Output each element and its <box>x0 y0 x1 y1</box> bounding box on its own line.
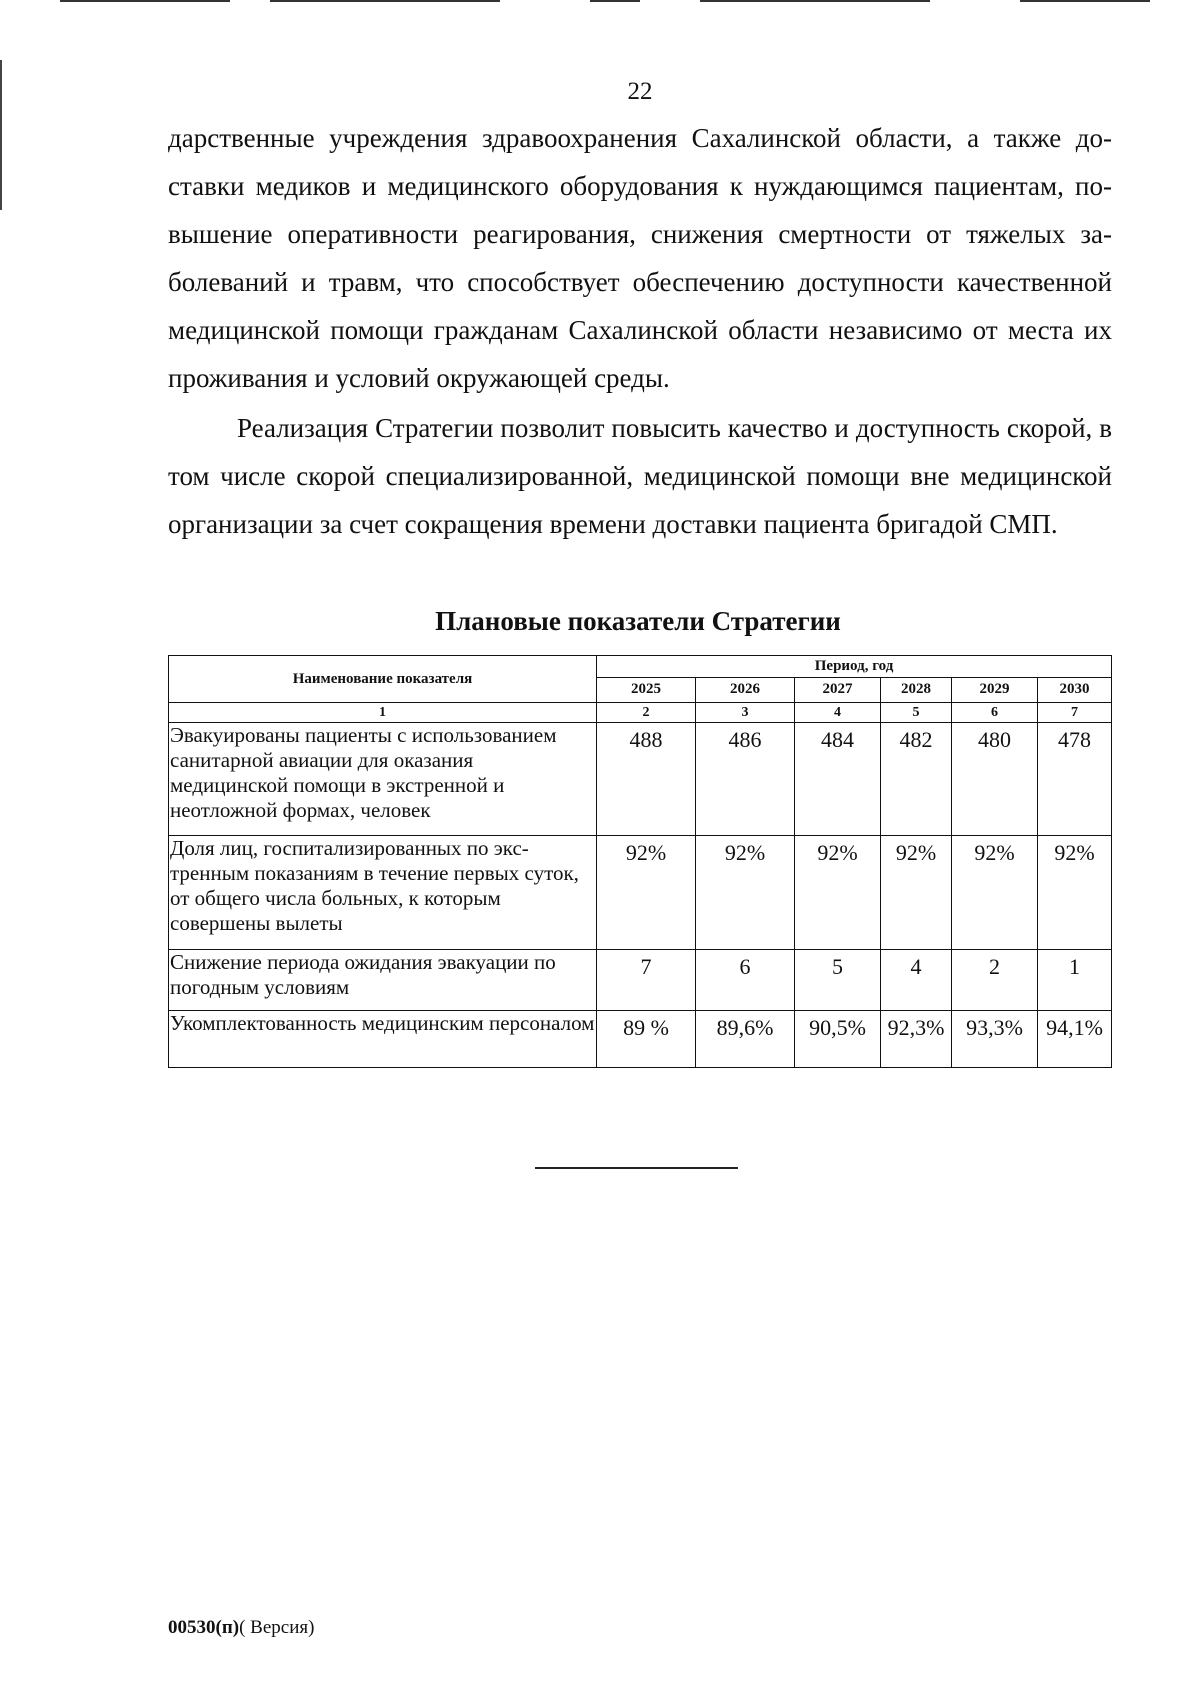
indicator-value: 1 <box>1038 950 1112 1011</box>
top-scan-rule <box>0 0 1200 3</box>
column-number: 1 <box>169 703 597 723</box>
indicator-value: 92% <box>1038 836 1112 950</box>
indicator-value: 484 <box>795 723 881 836</box>
header-year: 2030 <box>1038 678 1112 703</box>
column-number: 6 <box>952 703 1038 723</box>
indicator-value: 92% <box>795 836 881 950</box>
column-number: 7 <box>1038 703 1112 723</box>
indicator-value: 89 % <box>597 1011 696 1068</box>
paragraph-2: Реализация Стратегии позволит повысить качество и доступность скорой, в том числе скорой специализированной, медицинской помощи вне медицинской организации за счет сокращения времени доставки пациента бригадой СМП. <box>168 413 1112 539</box>
page-number: 22 <box>627 78 653 105</box>
footer-document-code <box>168 1617 314 1639</box>
indicator-name: Укомплектованность медицинским персоналом <box>169 1011 597 1068</box>
indicator-value: 4 <box>881 950 952 1011</box>
indicator-value: 92% <box>952 836 1038 950</box>
indicator-value: 92,3% <box>881 1011 952 1068</box>
indicator-value: 482 <box>881 723 952 836</box>
indicator-value: 6 <box>696 950 795 1011</box>
end-divider <box>535 1167 738 1169</box>
header-year: 2029 <box>952 678 1038 703</box>
column-number: 3 <box>696 703 795 723</box>
indicator-value: 486 <box>696 723 795 836</box>
indicator-value: 7 <box>597 950 696 1011</box>
header-indicator-name: Наименование показателя <box>169 656 597 703</box>
indicator-value: 478 <box>1038 723 1112 836</box>
header-period: Период, год <box>597 656 1112 678</box>
table-row <box>169 836 1112 950</box>
indicator-name: Доля лиц, госпитализированных по экстренным показаниям в течение первых суток, от общего числа больных, к которым совершены вылеты <box>169 836 597 950</box>
indicator-value: 94,1% <box>1038 1011 1112 1068</box>
header-year: 2027 <box>795 678 881 703</box>
column-number: 5 <box>881 703 952 723</box>
column-number: 4 <box>795 703 881 723</box>
indicator-value: 93,3% <box>952 1011 1038 1068</box>
table-row <box>169 723 1112 836</box>
indicator-value: 5 <box>795 950 881 1011</box>
indicators-table <box>168 655 1112 1068</box>
indicator-value: 89,6% <box>696 1011 795 1068</box>
header-year: 2026 <box>696 678 795 703</box>
paragraph-1: дарственные учреждения здравоохранения Сахалинской области, а также доставки медиков и медицинского оборудования к нуждающимся пациентам, повышение оперативности реагирования, снижения смертности от тяжелых заболеваний и травм, что способствует обеспечению доступности качественной медицинской помощи гражданам Сахалинской области независимо от места их проживания и условий окружающей среды. <box>168 123 1112 393</box>
indicator-value: 2 <box>952 950 1038 1011</box>
indicator-name: Эвакуированы пациенты с использованием санитарной авиации для оказания медицинской помощи в экстренной и неотложной формах, человек <box>169 723 597 836</box>
indicator-name: Снижение периода ожидания эвакуации по погодным условиям <box>169 950 597 1011</box>
indicator-value: 92% <box>881 836 952 950</box>
header-year: 2028 <box>881 678 952 703</box>
footer-version: ( Версия) <box>239 1617 315 1638</box>
table-row <box>169 1011 1112 1068</box>
indicator-value: 92% <box>597 836 696 950</box>
column-number: 2 <box>597 703 696 723</box>
footer-code: 00530(п) <box>168 1617 240 1638</box>
indicator-value: 90,5% <box>795 1011 881 1068</box>
table-row <box>169 950 1112 1011</box>
indicator-value: 488 <box>597 723 696 836</box>
indicator-value: 92% <box>696 836 795 950</box>
table-title: Плановые показатели Стратегии <box>435 606 841 636</box>
header-year: 2025 <box>597 678 696 703</box>
indicator-value: 480 <box>952 723 1038 836</box>
